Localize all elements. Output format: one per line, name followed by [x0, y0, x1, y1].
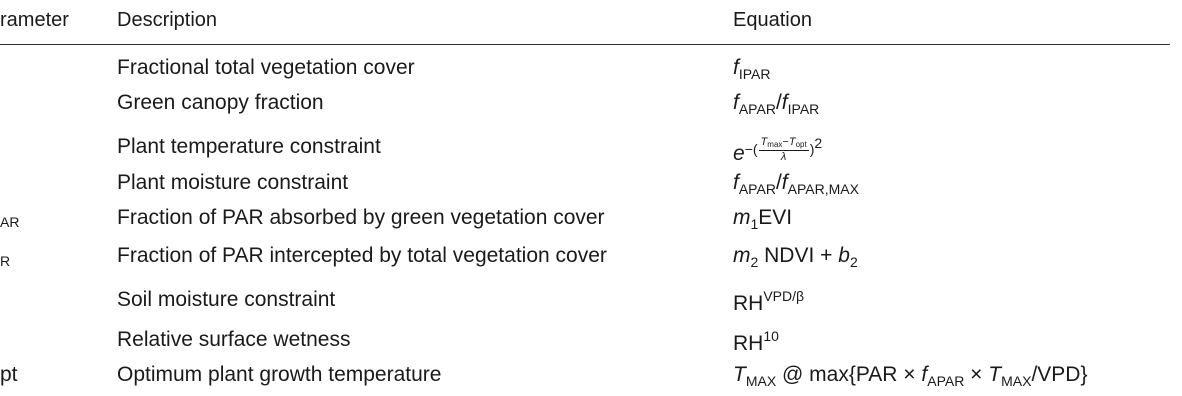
row-5-description: Fraction of PAR absorbed by green vegetation cover	[117, 206, 605, 229]
row-1-equation: $f_{IPAR}$	[733, 56, 771, 82]
row-9-description: Optimum plant growth temperature	[117, 363, 442, 386]
row-3-equation: e−( $\frac{\text{Tmax−Topt}}{\lambda}$ )2	[733, 135, 823, 165]
row-7-description: Soil moisture constraint	[117, 288, 336, 311]
header-rule	[0, 44, 1170, 45]
header-parameter: rameter	[0, 9, 69, 31]
header-equation: Equation	[733, 9, 812, 31]
row-7-equation: $RH^{VPD/\beta}$	[733, 288, 805, 315]
row-2-equation: $f_{APAR}/f_{IPAR}$	[733, 91, 820, 117]
row-9-parameter: pt	[0, 363, 18, 386]
row-4-equation: $f_{APAR}/f_{APAR,MAX}$	[733, 171, 859, 197]
row-6-parameter: R	[0, 253, 11, 269]
row-6-equation: $m_2$ NDVI + $b_2$	[733, 244, 858, 270]
header-description: Description	[117, 9, 218, 31]
row-8-description: Relative surface wetness	[117, 328, 351, 351]
row-5-parameter: AR	[0, 214, 20, 230]
row-2-description: Green canopy fraction	[117, 91, 324, 114]
row-6-description: Fraction of PAR intercepted by total vegetation cover	[117, 244, 607, 267]
row-4-description: Plant moisture constraint	[117, 171, 349, 194]
row-9-equation: $T_{MAX}$ @ $\max\{PAR \times f_{APAR} \times T_{MAX}/VPD\}$	[733, 363, 1088, 389]
row-3-description: Plant temperature constraint	[117, 135, 381, 158]
row-8-equation: RH$^{10}$	[733, 328, 779, 355]
row-1-description: Fractional total vegetation cover	[117, 56, 415, 79]
row-5-equation: $m_1EVI$	[733, 206, 793, 232]
